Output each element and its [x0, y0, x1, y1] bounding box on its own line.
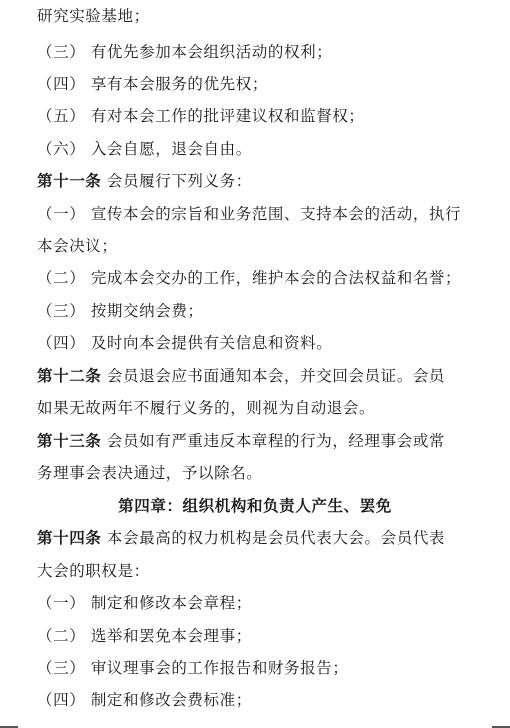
line-text: （三） 审议理事会的工作报告和财务报告； — [37, 659, 349, 677]
text-line — [37, 333, 477, 353]
chapter-title: 第四章：组织机构和负责人产生、罢免 — [118, 496, 392, 515]
article-line — [37, 171, 477, 191]
line-text: 本会决议； — [37, 237, 118, 255]
line-text: （四） 及时向本会提供有关信息和资料。 — [37, 334, 333, 352]
line-text: 研究实验基地； — [37, 7, 150, 25]
line-text: （二） 完成本会交办的工作，维护本会的合法权益和名誉； — [37, 269, 462, 287]
line-text: （三） 按期交纳会费； — [37, 302, 204, 320]
text-line — [37, 74, 477, 94]
text-line — [37, 463, 477, 483]
article-heading: 第十三条 — [37, 431, 102, 450]
text-line — [37, 593, 477, 613]
article-heading: 第十一条 — [37, 171, 102, 190]
chapter-heading — [0, 496, 510, 516]
line-text: （二） 选举和罢免本会理事； — [37, 627, 252, 645]
text-line — [37, 658, 477, 678]
line-text: （六） 入会自愿，退会自由。 — [37, 140, 252, 158]
text-line — [37, 690, 477, 710]
line-text: （四） 制定和修改会费标准； — [37, 691, 252, 709]
text-line — [37, 236, 477, 256]
article-line — [37, 431, 477, 451]
line-text: （三） 有优先参加本会组织活动的权利； — [37, 43, 333, 61]
line-text: （四） 享有本会服务的优先权； — [37, 75, 268, 93]
line-text: 大会的职权是： — [37, 562, 150, 580]
text-line — [37, 42, 477, 62]
line-text: 会员履行下列义务： — [101, 172, 252, 190]
article-line — [37, 366, 477, 386]
line-text: 本会最高的权力机构是会员代表大会。会员代表 — [101, 529, 446, 547]
text-line — [37, 204, 477, 224]
line-text: （五） 有对本会工作的批评建议权和监督权； — [37, 107, 365, 125]
line-text: 如果无故两年不履行义务的，则视为自动退会。 — [37, 399, 376, 417]
line-text: 会员退会应书面通知本会，并交回会员证。会员 — [101, 367, 446, 385]
article-heading: 第十二条 — [37, 366, 102, 385]
article-line — [37, 528, 477, 548]
line-text: （一） 宣传本会的宗旨和业务范围、支持本会的活动，执行 — [37, 205, 462, 223]
article-heading: 第十四条 — [37, 528, 102, 547]
line-text: 会员如有严重违反本章程的行为，经理事会或常 — [101, 432, 446, 450]
text-line — [37, 139, 477, 159]
text-line — [37, 561, 477, 581]
text-line — [37, 6, 477, 26]
text-line — [37, 301, 477, 321]
text-line — [37, 268, 477, 288]
line-text: 务理事会表决通过，予以除名。 — [37, 464, 263, 482]
text-line — [37, 626, 477, 646]
text-line — [37, 106, 477, 126]
text-line — [37, 398, 477, 418]
line-text: （一） 制定和修改本会章程； — [37, 594, 252, 612]
